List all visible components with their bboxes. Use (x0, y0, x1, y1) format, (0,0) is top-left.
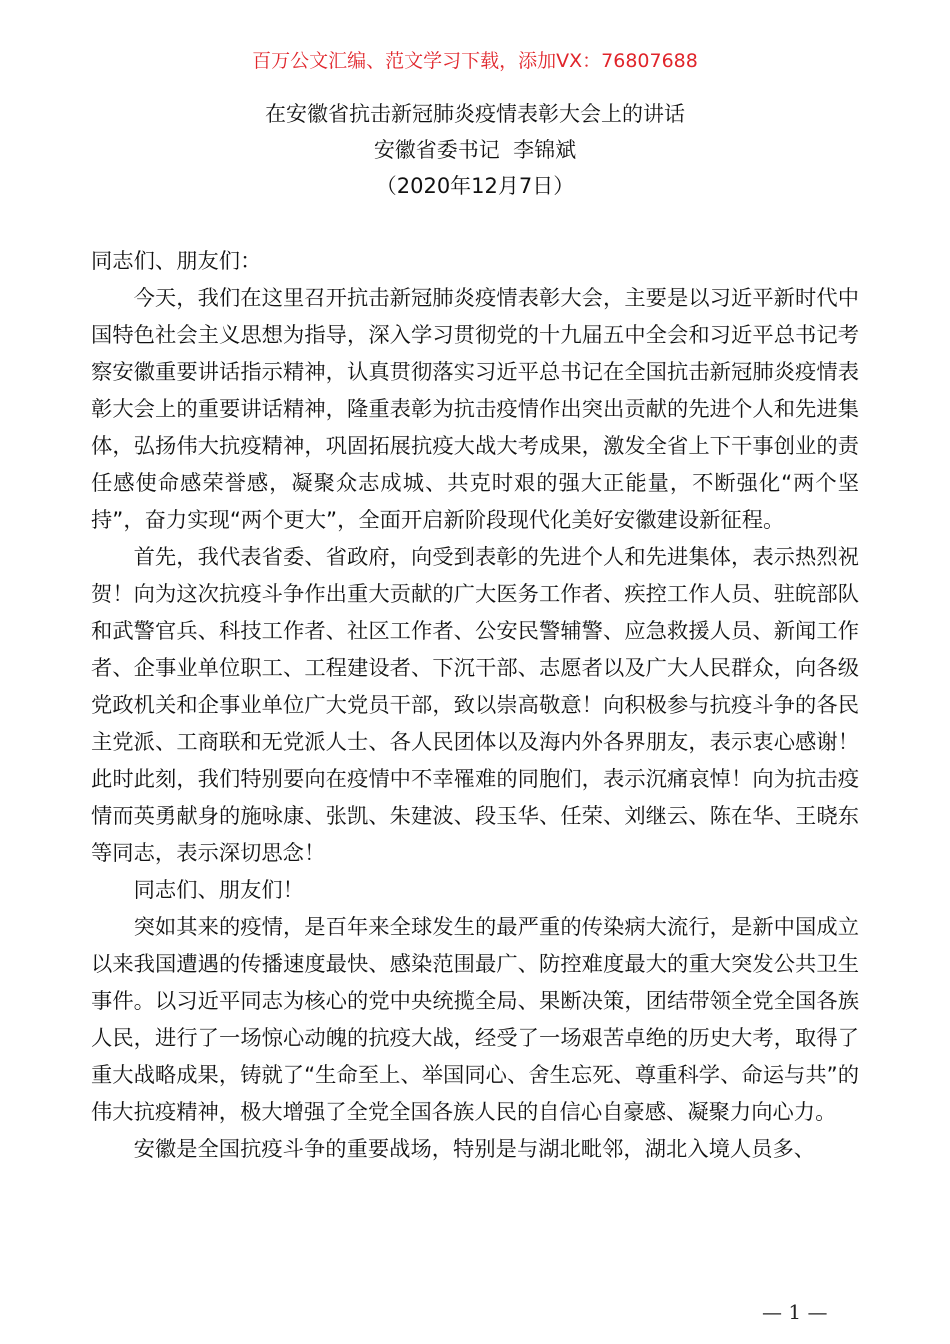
watermark-banner: 百万公文汇编、范文学习下载，添加VX：76807688 (252, 50, 698, 72)
paragraph: 同志们、朋友们！ (133, 878, 304, 903)
document-header (0, 96, 950, 204)
paragraph: 今天，我们在这里召开抗击新冠肺炎疫情表彰大会，主要是以习近平新时代中国特色社会主义思想为指导，深入学习贯彻党的十九届五中全会和习近平总书记考察安徽重要讲话指示精神，认真贯彻落实习近平总书记在全国抗击新冠肺炎疫情表彰大会上的重要讲话精神，隆重表彰为抗击疫情作出突出贡献的先进个人和先进集体，弘扬伟大抗疫精神，巩固拓展抗疫大战大考成果，激发全省上下干事创业的责任感使命感荣誉感，凝聚众志成城、共克时艰的强大正能量，不断强化“两个坚持”，奋力实现“两个更大”，全面开启新阶段现代化美好安徽建设新征程。 (91, 286, 859, 533)
paragraph: 突如其来的疫情，是百年来全球发生的最严重的传染病大流行，是新中国成立以来我国遭遇的传播速度最快、感染范围最广、防控难度最大的重大突发公共卫生事件。以习近平同志为核心的党中央统揽全局、果断决策，团结带领全党全国各族人民，进行了一场惊心动魄的抗疫大战，经受了一场艰苦卓绝的历史大考，取得了重大战略成果，铸就了“生命至上、举国同心、舍生忘死、尊重科学、命运与共”的伟大抗疫精神，极大增强了全党全国各族人民的自信心自豪感、凝聚力向心力。 (91, 915, 859, 1125)
document-author: 安徽省委书记 李锦斌 (373, 138, 577, 162)
paragraph: 安徽是全国抗疫斗争的重要战场，特别是与湖北毗邻，湖北入境人员多、 (133, 1137, 816, 1162)
document-date: （2020年12月7日） (375, 174, 575, 198)
document-title: 在安徽省抗击新冠肺炎疫情表彰大会上的讲话 (265, 102, 685, 126)
paragraph: 首先，我代表省委、省政府，向受到表彰的先进个人和先进集体，表示热烈祝贺！向为这次抗疫斗争作出重大贡献的广大医务工作者、疾控工作人员、驻皖部队和武警官兵、科技工作者、社区工作者、公安民警辅警、应急救援人员、新闻工作者、企事业单位职工、工程建设者、下沉干部、志愿者以及广大人民群众，向各级党政机关和企事业单位广大党员干部，致以崇高敬意！向积极参与抗疫斗争的各民主党派、工商联和无党派人士、各人民团体以及海内外各界朋友，表示衷心感谢！此时此刻，我们特别要向在疫情中不幸罹难的同胞们，表示沉痛哀悼！向为抗击疫情而英勇献身的施咏康、张凯、朱建波、段玉华、任荣、刘继云、陈在华、王晓东等同志，表示深切思念！ (91, 545, 859, 866)
salutation: 同志们、朋友们： (91, 249, 262, 274)
document-body (91, 243, 859, 1168)
page-number: — 1 — (762, 1300, 828, 1324)
